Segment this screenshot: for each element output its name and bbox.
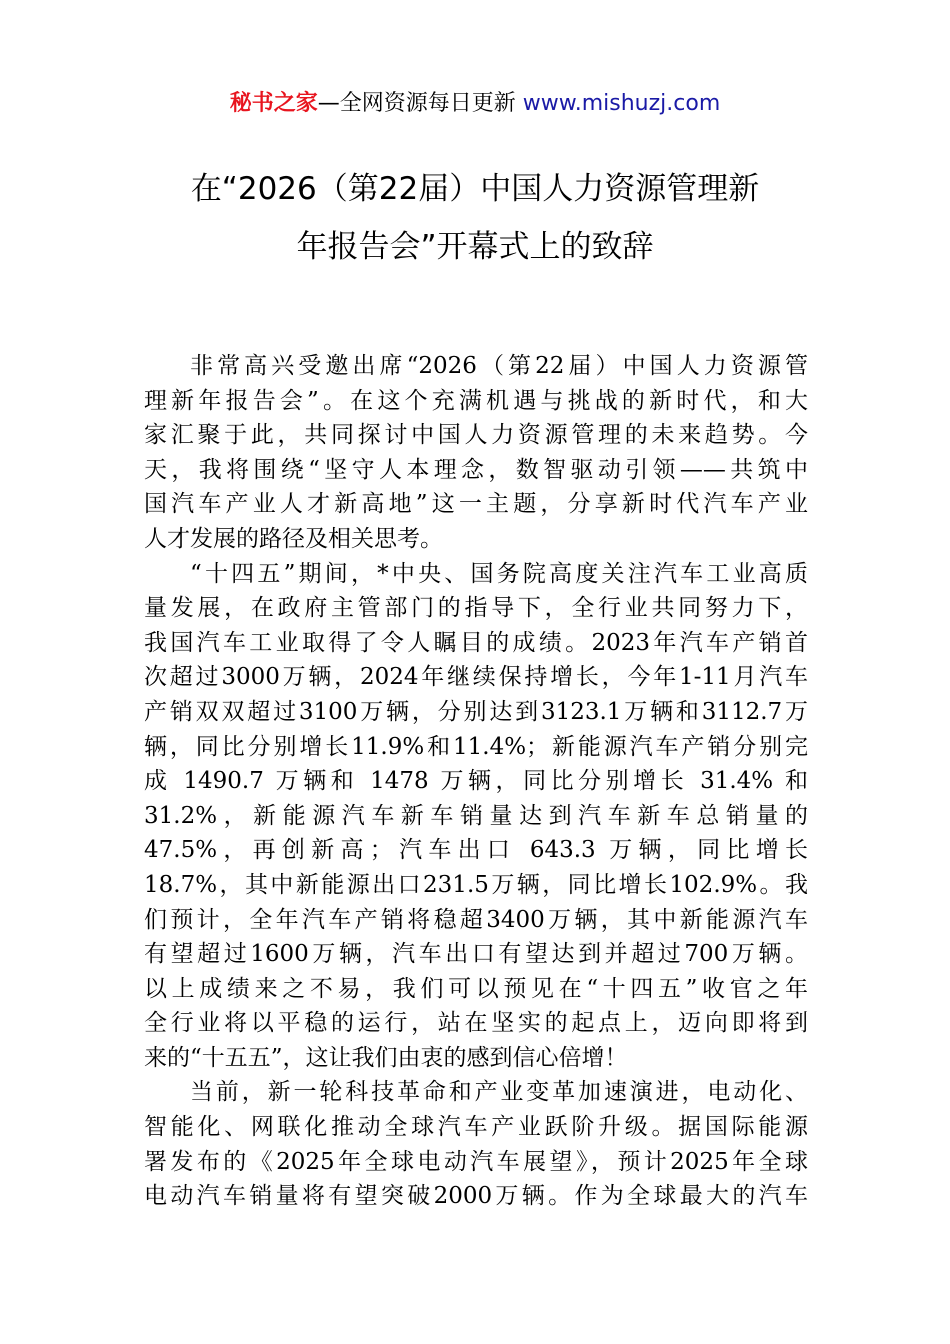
body-line: 18.7%，其中新能源出口231.5万辆，同比增长102.9%。我: [144, 871, 808, 898]
site-tagline: —全网资源每日更新: [317, 91, 523, 116]
body-line: 31.2%，新能源汽车新车销量达到汽车新车总销量的: [144, 802, 808, 829]
body-line: 次超过3000万辆，2024年继续保持增长，今年1-11月汽车: [144, 664, 808, 691]
body-line: 产销双双超过3100万辆，分别达到3123.1万辆和3112.7万: [144, 698, 808, 725]
document-title: [140, 160, 810, 276]
body-line: 成 1490.7 万辆和 1478 万辆，同比分别增长 31.4% 和: [144, 768, 808, 795]
body-line: 人才发展的路径及相关思考。: [144, 525, 443, 552]
site-brand: 秘书之家: [229, 91, 318, 116]
title-line: 在“2026（第22届）中国人力资源管理新: [190, 171, 760, 207]
body-line: 电动汽车销量将有望突破2000万辆。作为全球最大的汽车: [144, 1183, 808, 1210]
body-line: 我国汽车工业取得了令人瞩目的成绩。2023年汽车产销首: [144, 629, 808, 656]
body-line: 理新年报告会”。在这个充满机遇与挑战的新时代，和大: [144, 387, 808, 414]
title-line: 年报告会”开幕式上的致辞: [296, 229, 654, 265]
body-line: 量发展，在政府主管部门的指导下，全行业共同努力下，: [144, 595, 808, 622]
body-line: 有望超过1600万辆，汽车出口有望达到并超过700万辆。: [144, 941, 808, 968]
body-line: 47.5%，再创新高；汽车出口 643.3 万辆，同比增长: [144, 837, 808, 864]
site-header: [0, 88, 950, 120]
document-body: [144, 349, 808, 1214]
body-line: 来的“十五五”，这让我们由衷的感到信心倍增！: [144, 1044, 628, 1071]
body-line: 辆，同比分别增长11.9%和11.4%；新能源汽车产销分别完: [144, 733, 808, 760]
body-line: 国汽车产业人才新高地”这一主题，分享新时代汽车产业: [144, 491, 808, 518]
body-line: 以上成绩来之不易，我们可以预见在“十四五”收官之年: [144, 975, 808, 1002]
body-line: “十四五”期间，*中央、国务院高度关注汽车工业高质: [190, 560, 808, 587]
body-line: 当前，新一轮科技革命和产业变革加速演进，电动化、: [190, 1079, 808, 1106]
body-line: 家汇聚于此，共同探讨中国人力资源管理的未来趋势。今: [144, 422, 808, 449]
body-line: 智能化、网联化推动全球汽车产业跃阶升级。据国际能源: [144, 1114, 808, 1141]
body-line: 天，我将围绕“坚守人本理念，数智驱动引领——共筑中: [144, 456, 808, 483]
body-line: 全行业将以平稳的运行，站在坚实的起点上，迈向即将到: [144, 1010, 808, 1037]
body-line: 们预计，全年汽车产销将稳超3400万辆，其中新能源汽车: [144, 906, 808, 933]
body-line: 非常高兴受邀出席“2026（第22届）中国人力资源管: [190, 353, 808, 379]
site-url-link[interactable]: www.mishuzj.com: [522, 91, 721, 116]
body-line: 署发布的《2025年全球电动汽车展望》，预计2025年全球: [144, 1148, 808, 1175]
